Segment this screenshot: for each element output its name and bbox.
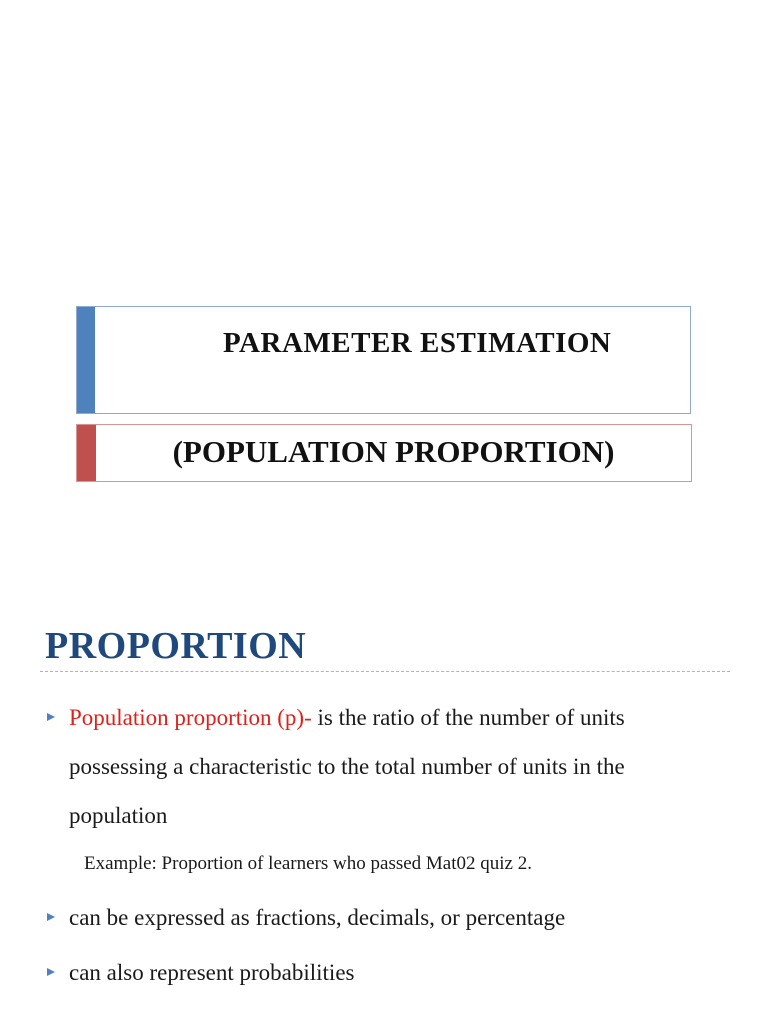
example-text: Example: Proportion of learners who passed Mat02 quiz 2.	[84, 853, 532, 874]
slide-title: PARAMETER ESTIMATION	[223, 327, 612, 359]
heading-divider	[40, 671, 730, 672]
bullet-1-definition: is the ratio of the number of units	[311, 705, 625, 730]
section-heading: PROPORTION	[45, 625, 307, 667]
triangle-right-icon	[46, 912, 56, 922]
bullet-1-line-1	[69, 693, 625, 742]
bullet-1-term: Population proportion (p)-	[69, 705, 312, 730]
title-box	[76, 306, 691, 414]
slide-subtitle: (POPULATION PROPORTION)	[172, 434, 615, 469]
bullet-1-line-3: population	[69, 803, 168, 828]
bullet-2: can be expressed as fractions, decimals, or percentage	[69, 905, 566, 930]
subtitle-box	[76, 424, 692, 482]
bullet-3: can also represent probabilities	[69, 960, 355, 985]
bullet-1-line-2: possessing a characteristic to the total number of units in the	[69, 754, 625, 779]
triangle-right-icon	[46, 967, 56, 977]
title-accent-bar	[77, 307, 95, 413]
triangle-right-icon	[46, 712, 56, 722]
